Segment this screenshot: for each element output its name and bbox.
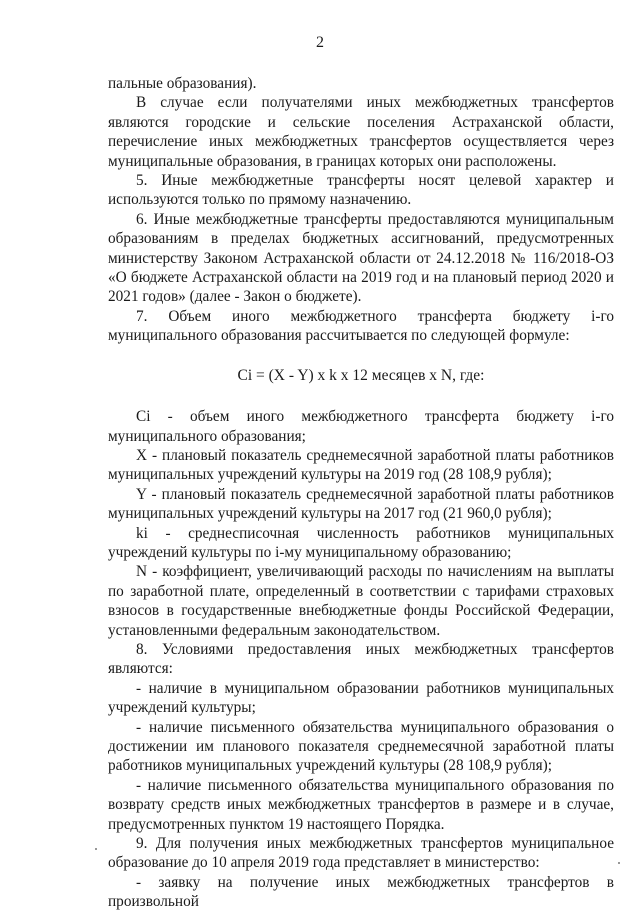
paragraph-item-6: 6. Иные межбюджетные трансферты предоставляются муниципальным образованиям в пределах бюджетных ассигнований, предусмотренных министерству Законом Астраханской области от 24.12.2018 № 116/2018-ОЗ «О бюджете Астраханской области на 2019 год и на плановый период 2020 и 2021 годов» (далее - Закон о бюджете).	[108, 210, 614, 306]
paragraph-item-7: 7. Объем иного межбюджетного трансферта бюджету i-го муниципального образования рассчитывается по следующей формуле:	[108, 307, 614, 345]
definition-ki: ki - среднесписочная численность работников муниципальных учреждений культуры по i-му муниципальному образованию;	[108, 524, 614, 561]
scan-speck	[618, 862, 620, 864]
definition-y: Y - плановый показатель среднемесячной заработной платы работников муниципальных учреждений культуры на 2017 год (21 960,0 рубля);	[108, 485, 614, 523]
definition-n: N - коэффициент, увеличивающий расходы по начислениям на выплаты по заработной плате, определенный в соответствии с тарифами страховых взносов в государственные внебюджетные фонды Российской Федерации, установленными федеральным законодательством.	[108, 563, 614, 639]
paragraph-item-8: 8. Условиями предоставления иных межбюджетных трансфертов являются:	[108, 640, 614, 678]
paragraph-item-9: 9. Для получения иных межбюджетных трансфертов муниципальное образование до 10 апреля 2019 года представляет в министерство:	[108, 835, 614, 872]
document-body	[108, 74, 614, 912]
condition-salary-obligation: - наличие письменного обязательства муниципального образования о достижении им планового показателя среднемесячной заработной платы работников муниципальных учреждений культуры (28 108,9 рубля);	[108, 718, 614, 775]
requirement-application: - заявку на получение иных межбюджетных трансфертов в произвольной	[108, 873, 614, 911]
page-number: 2	[316, 34, 324, 51]
condition-refund-obligation: - наличие письменного обязательства муниципального образования по возврату средств иных межбюджетных трансфертов в размере и в случае, предусмотренных пунктом 19 настоящего Порядка.	[108, 776, 614, 833]
definition-x: X - плановый показатель среднемесячной заработной платы работников муниципальных учреждений культуры на 2019 год (28 108,9 рубля);	[108, 446, 614, 484]
formula: Ci = (X - Y) x k x 12 месяцев x N, где:	[237, 366, 485, 384]
definition-ci: Ci - объем иного межбюджетного трансферта бюджету i-го муниципального образования;	[108, 408, 614, 445]
paragraph-item-5: 5. Иные межбюджетные трансферты носят целевой характер и используются только по прямому назначению.	[108, 172, 614, 209]
scan-speck	[95, 848, 97, 850]
paragraph-continuation: пальные образования).	[108, 75, 257, 92]
paragraph-recipients: В случае если получателями иных межбюджетных трансфертов являются городские и сельские поселения Астраханской области, перечисление иных межбюджетных трансфертов осуществляется через муниципальные образования, в границах которых они расположены.	[108, 94, 614, 170]
condition-staff: - наличие в муниципальном образовании работников муниципальных учреждений культуры;	[108, 679, 614, 717]
